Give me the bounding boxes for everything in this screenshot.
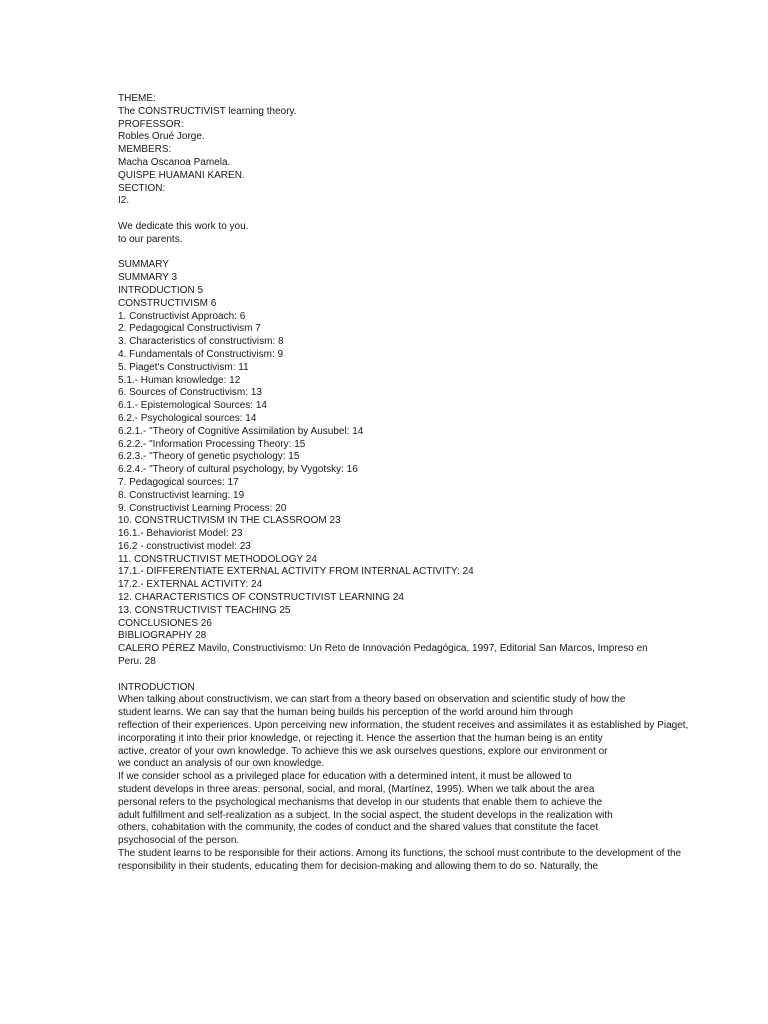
header-line: Macha Oscanoa Pamela. [118,156,231,168]
summary-line: 6.2.3.- "Theory of genetic psychology: 15 [118,451,300,463]
summary-line: 5. Piaget's Constructivism: 11 [118,361,249,373]
summary-line: 13. CONSTRUCTIVIST TEACHING 25 [118,604,291,616]
spacer [118,669,663,682]
summary-line: 11. CONSTRUCTIVIST METHODOLOGY 24 [118,553,317,565]
introduction-section [118,681,689,874]
introduction-line: When talking about constructivism, we can start from a theory based on observation and scientific study of how the [118,694,626,706]
introduction-line: others, cohabitation with the community, the codes of conduct and the shared values that constitute the facet [118,822,599,834]
dedication-line: We dedicate this work to you. [118,220,249,232]
summary-line: 12. CHARACTERISTICS OF CONSTRUCTIVIST LEARNING 24 [118,592,404,604]
summary-line: 10. CONSTRUCTIVISM IN THE CLASSROOM 23 [118,515,341,527]
dedication-line: to our parents. [118,233,183,245]
summary-line: 4. Fundamentals of Constructivism: 9 [118,348,284,360]
header-line: I2. [118,195,130,207]
introduction-line: active, creator of your own knowledge. To achieve this we ask ourselves questions, explore our environment or [118,745,608,757]
summary-line: 6. Sources of Constructivism: 13 [118,387,262,399]
summary-line: CALERO PÉREZ Mavilo, Constructivismo: Un Reto de Innovación Pedagógica, 1997, Editorial San Marcos, Impreso en [118,643,648,655]
summary-line: 6.2.1.- "Theory of Cognitive Assimilation by Ausubel: 14 [118,425,364,437]
spacer [118,208,663,221]
summary-line: INTRODUCTION 5 [118,284,203,296]
summary-line: SUMMARY [118,259,169,271]
header-line: Robles Orué Jorge. [118,131,205,143]
dedication-block [118,221,663,247]
spacer [118,247,663,260]
header-line: THEME: [118,93,156,104]
summary-line: 1. Constructivist Approach: 6 [118,310,246,322]
introduction-line: reflection of their experiences. Upon perceiving new information, the student receives and assimilates it as established by Piaget, [118,720,689,732]
introduction-line: adult fulfillment and self-realization as a subject. In the social aspect, the student develops in the realization with [118,809,613,821]
header-line: MEMBERS: [118,144,172,156]
summary-line: CONSTRUCTIVISM 6 [118,297,217,309]
header-line: QUISPE HUAMANI KAREN. [118,169,245,181]
summary-line: 17.1.- DIFFERENTIATE EXTERNAL ACTIVITY FROM INTERNAL ACTIVITY: 24 [118,566,474,578]
summary-line: 3. Characteristics of constructivism: 8 [118,336,284,348]
table-of-contents [118,259,663,669]
summary-line: 6.2.- Psychological sources: 14 [118,412,257,424]
introduction-line: incorporating it into their prior knowledge, or rejecting it. Hence the assertion that the human being is an entity [118,732,603,744]
introduction-line: responsibility in their students, educating them for decision-making and allowing them to do so. Naturally, the [118,860,599,872]
summary-line: 6.2.2.- "Information Processing Theory: 15 [118,438,306,450]
header-line: The CONSTRUCTIVIST learning theory. [118,105,297,117]
introduction-line: personal refers to the psychological mechanisms that develop in our students that enable them to achieve the [118,796,603,808]
introduction-line: student learns. We can say that the human being builds his perception of the world around him through [118,707,574,719]
document-page [118,93,689,874]
summary-line: 7. Pedagogical sources: 17 [118,476,239,488]
introduction-line: psychosocial of the person. [118,835,240,847]
summary-line: 16.2 - constructivist model: 23 [118,540,251,552]
summary-line: 6.2.4.- "Theory of cultural psychology, by Vygotsky: 16 [118,464,358,476]
introduction-line: INTRODUCTION [118,681,195,693]
summary-line: 16.1.- Behaviorist Model: 23 [118,528,243,540]
introduction-line: If we consider school as a privileged place for education with a determined intent, it must be allowed to [118,771,572,783]
introduction-line: The student learns to be responsible for their actions. Among its functions, the school must contribute to the development of the [118,848,682,860]
summary-line: 17.2.- EXTERNAL ACTIVITY: 24 [118,579,263,591]
summary-line: Peru. 28 [118,656,156,668]
cover-info-block [118,93,663,208]
summary-line: SUMMARY 3 [118,272,178,284]
summary-line: 9. Constructivist Learning Process: 20 [118,502,287,514]
header-line: PROFESSOR: [118,118,184,130]
summary-line: CONCLUSIONES 26 [118,617,212,629]
summary-line: 5.1.- Human knowledge: 12 [118,374,241,386]
summary-line: 8. Constructivist learning: 19 [118,489,245,501]
introduction-line: student develops in three areas: personal, social, and moral, (Martínez, 1995). When we talk about the area [118,784,595,796]
introduction-line: we conduct an analysis of our own knowledge. [118,758,325,770]
header-line: SECTION: [118,182,166,194]
summary-line: BIBLIOGRAPHY 28 [118,630,207,642]
summary-line: 2. Pedagogical Constructivism 7 [118,323,261,335]
summary-line: 6.1.- Epistemological Sources: 14 [118,400,267,412]
